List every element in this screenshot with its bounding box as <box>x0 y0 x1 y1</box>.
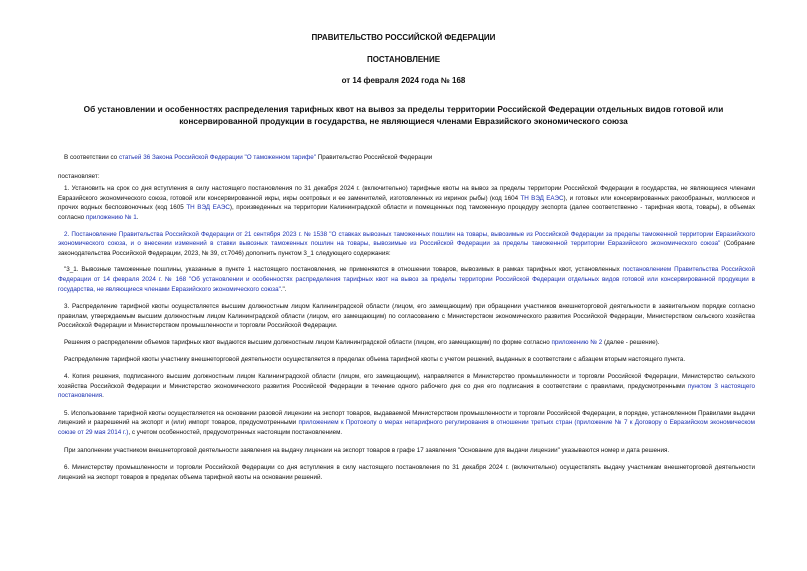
paragraph-3-1-text: "3_1. Вывозные таможенные пошлины, указанные в пункте 1 настоящего постановления, не применяются в отношении товаров, вывозимых в рамках тарифных квот, установленных <box>64 266 623 274</box>
appendix-2-link[interactable]: приложению № 2 <box>551 338 603 346</box>
paragraph-1-text: 1. Установить на срок со дня вступления в силу настоящего постановления по 31 декабря 2024 г. (включительно) тарифные квоты на вывоз за пределы территории Российской Федерации в государства, не являющиеся членами Евразийского экономического союза, готовой или консервированной икры, икры осетровых и ее заменителей, изготовленных из икринок рыбы) (код 1604 <box>58 185 755 202</box>
paragraph-3: 3. Распределение тарифной квоты осуществляется высшим должностным лицом Калининградской области (лицом, его замещающим) при обращении участников внешнеторговой деятельности в заявительном порядке согласно правилам, утверждаемым высшим должностным лицом Калининградской области (лицом, его замещающим) по согласованию с Министерством экономического развития Российской Федерации, Министерством сельского хозяйства Российской Федерации и Министерством промышленности и торговли Российской Федерации. <box>58 303 755 330</box>
tnved-link-1604[interactable]: ТН ВЭД ЕАЭС <box>520 194 564 202</box>
preamble-text: В соответствии со <box>64 154 119 161</box>
paragraph-3-1-end: .". <box>280 285 287 293</box>
paragraph-3-second-end: (далее - решение). <box>602 338 660 346</box>
paragraph-2-text: (Собрание законодательства Российской Федерации, 2023, № 39, ст.7046) дополнить пунктом 3_1 следующего содержания: <box>58 240 755 257</box>
paragraph-1-text-b: ), и готовых или консервированных ракообразных, моллюсков и прочих водных беспозвоночных (код 1605 <box>58 194 756 212</box>
doc-type-heading: ПОСТАНОВЛЕНИЕ <box>366 55 441 64</box>
paragraph-1-text-d: . <box>136 213 139 221</box>
preamble-text-end: Правительство Российской Федерации <box>316 154 433 161</box>
paragraph-4-text: 4. Копия решения, подписанного высшим должностным лицом Калининградской области (лицом, его замещающим), направляется в Министерство промышленности и торговли Российской Федерации, Министерство сельского хозяйства Российской Федерации и Министерство экономического развития Российской Федерации в течение одного рабочего дня со дня его подписания в соответствии с правилами, предусмотренными <box>58 373 755 390</box>
paragraph-1 <box>58 184 755 222</box>
decree-1538-link[interactable]: 2. Постановление Правительства Российской Федерации от 21 сентября 2023 г. № 1538 "О ставках вывозных таможенных пошлин на товары, вывозимые из Российской Федерации за пределы таможенной территории Евразийского экономического союза, и о внесении изменений в ставки вывозных таможенных пошлин на товары, вывозимые из Российской Федерации за пределы таможенной территории Евразийского экономического союза" <box>58 230 755 248</box>
law-article-link[interactable]: статьей 36 Закона Российской Федерации "О таможенном тарифе" <box>118 154 316 161</box>
paragraph-5 <box>58 409 755 438</box>
paragraph-3-second-text: Решения о распределении объемов тарифных квот выдаются высшим должностным лицом Калининградской области (лицом, его замещающим) по форме согласно <box>64 338 552 346</box>
decree-168-link[interactable]: постановлением Правительства Российской Федерации от 14 февраля 2024 г. № 168 "Об установлении и особенностях распределения тарифных квот на вывоз за пределы территории Российской Федерации отдельных видов готовой или консервированной продукции в государства, не являющиеся членами Евразийского экономического союза" <box>58 266 755 293</box>
paragraph-1-text-c: ), произведенных на территории Калининградской области и помещенных под таможенную процедуру экспорта (далее соответственно - тарифная квота, товары), в объемах согласно <box>58 204 755 221</box>
preamble <box>58 153 755 163</box>
paragraph-2 <box>58 230 755 259</box>
decree-word: постановляет: <box>58 172 100 180</box>
paragraph-5-text: 5. Использование тарифной квоты осуществляется на основании разовой лицензии на экспорт товаров, выдаваемой Министерством промышленности и торговли Российской Федерации, в порядке, установленном Правилами выдачи лицензий и разрешений на экспорт и (или) импорт товаров, предусмотренными <box>58 409 755 427</box>
government-heading: ПРАВИТЕЛЬСТВО РОССИЙСКОЙ ФЕДЕРАЦИИ <box>311 33 496 42</box>
paragraph-4 <box>58 372 755 401</box>
document-title: Об установлении и особенностях распределения тарифных квот на вывоз за пределы территории Российской Федерации отдельных видов готовой или консервированной продукции в государства, не являющиеся членами Евразийского экономического союза <box>83 104 724 126</box>
point-3-link[interactable]: пунктом 3 настоящего постановления <box>58 382 755 400</box>
paragraph-3-1 <box>58 265 755 294</box>
protocol-appendix-link[interactable]: приложением к Протоколу о мерах нетарифного регулирования в отношении третьих стран (приложение № 7 к Договору о Евразийском экономическом союзе от 29 мая 2014 г.) <box>58 419 756 437</box>
date-line: от 14 февраля 2024 года № 168 <box>341 76 466 85</box>
paragraph-3-second <box>58 338 755 348</box>
paragraph-6: 6. Министерству промышленности и торговли Российской Федерации со дня вступления в силу настоящего постановления по 31 декабря 2024 г. (включительно) осуществлять выдачу участникам внешнеторговой деятельности лицензий на экспорт товаров в пределах объема тарифной квоты на основании решений. <box>58 464 755 481</box>
tnved-link-1605[interactable]: ТН ВЭД ЕАЭС <box>186 204 230 212</box>
appendix-1-link[interactable]: приложению № 1 <box>85 213 137 221</box>
paragraph-5-second: При заполнении участником внешнеторговой деятельности заявления на выдачу лицензии на экспорт товаров в графе 17 заявления "Основание для выдачи лицензии" указываются номер и дата решения. <box>64 446 670 454</box>
document-body <box>58 153 755 482</box>
paragraph-3-third: Распределение тарифной квоты участнику внешнеторговой деятельности осуществляется в пределах объема тарифной квоты с учетом решений, выданных в соответствии с абзацем вторым настоящего пункта. <box>64 355 686 363</box>
paragraph-5-end: , с учетом особенностей, предусмотренных настоящим постановлением. <box>128 429 343 437</box>
paragraph-4-end: . <box>102 392 104 400</box>
